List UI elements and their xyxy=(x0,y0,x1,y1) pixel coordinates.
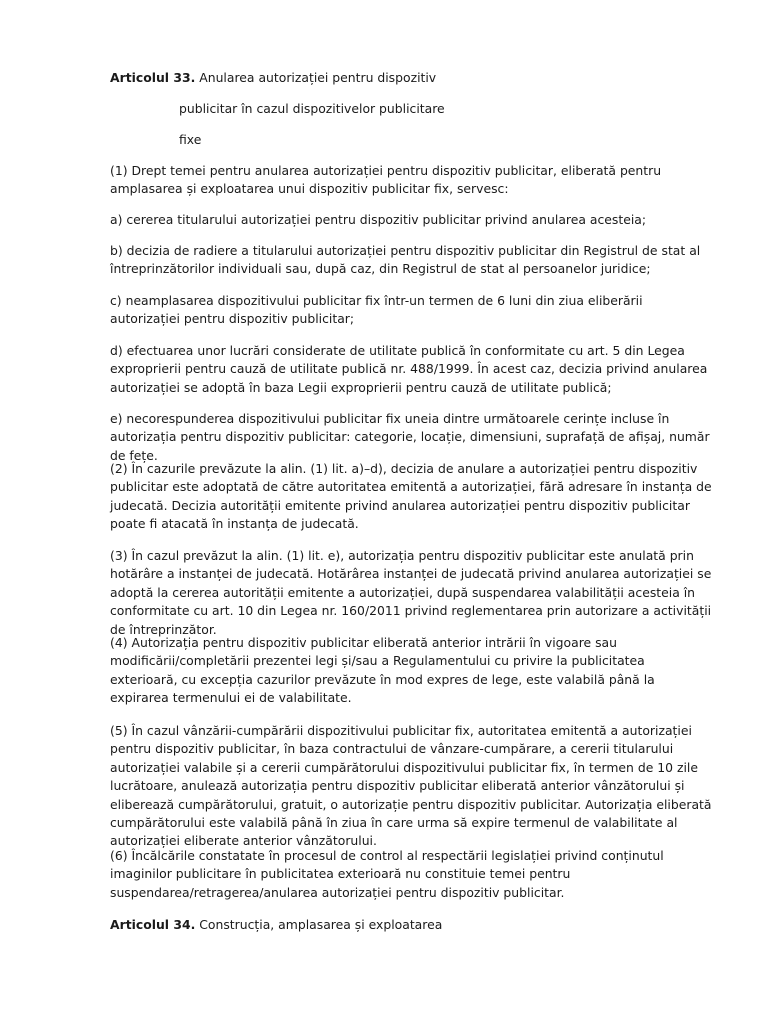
paragraph-1: (1) Drept temei pentru anularea autorizației pentru dispozitiv publicitar, eliberată pentru amplasarea și exploatarea unui dispozitiv publicitar fix, servesc: xyxy=(110,163,662,197)
paragraph-1a: a) cererea titularului autorizației pentru dispozitiv publicitar privind anularea acesteia; xyxy=(110,212,647,227)
paragraph-2: (2) În cazurile prevăzute la alin. (1) lit. a)–d), decizia de anulare a autorizației pentru dispozitiv publicitar este adoptată de către autoritatea emitentă a autorizației, fără adresare în instanța de judecată. Decizia autorității emitente privind anularea autorizației pentru dispozitiv publicitar poate fi atacată în instanța de judecată. xyxy=(110,461,712,532)
article-33-heading xyxy=(110,69,436,87)
article-33-label: Articolul 33. xyxy=(110,70,196,85)
paragraph-6: (6) Încălcările constatate în procesul de control al respectării legislației privind conținutul imaginilor publicitare în publicitatea exterioară nu constituie temei pentru suspendarea/retragerea/anularea autorizației pentru dispozitiv publicitar. xyxy=(110,848,664,900)
article-34-label: Articolul 34. xyxy=(110,917,196,932)
article-33-title-line-3: fixe xyxy=(179,132,202,147)
article-34-title: Construcția, amplasarea și exploatarea xyxy=(195,917,443,932)
paragraph-5: (5) În cazul vânzării-cumpărării dispozitivului publicitar fix, autoritatea emitentă a autorizației pentru dispozitiv publicitar, în baza contractului de vânzare-cumpărare, a cererii titularului autorizației valabile și a cererii cumpărătorului dispozitivului publicitar fix, în termen de 10 zile lucrătoare, anulează autorizația pentru dispozitiv publicitar eliberată anterior vânzătorului și eliberează cumpărătorului, gratuit, o autorizație pentru dispozitiv publicitar. Autorizația eliberată cumpărătorului este valabilă până în ziua în care urma să expire termenul de valabilitate al autorizației eliberate anterior vânzătorului. xyxy=(110,723,712,849)
article-34-heading xyxy=(110,916,442,934)
paragraph-4: (4) Autorizația pentru dispozitiv publicitar eliberată anterior intrării în vigoare sau modificării/completării prezentei legi și/sau a Regulamentului cu privire la publicitatea exterioară, cu excepția cazurilor prevăzute în mod expres de lege, este valabilă până la expirarea termenului ei de valabilitate. xyxy=(110,635,655,706)
article-33-title-line-2: publicitar în cazul dispozitivelor publicitare xyxy=(179,101,445,116)
paragraph-1e: e) necorespunderea dispozitivului publicitar fix uneia dintre următoarele cerințe incluse în autorizația pentru dispozitiv publicitar: categorie, locație, dimensiuni, suprafață de afișaj, număr de fețe. xyxy=(110,411,710,463)
paragraph-3: (3) În cazul prevăzut la alin. (1) lit. e), autorizația pentru dispozitiv publicitar este anulată prin hotărâre a instanței de judecată. Hotărârea instanței de judecată privind anularea autorizației se adoptă la cererea autorității emitente a autorizației, după suspendarea valabilității acesteia în conformitate cu art. 10 din Legea nr. 160/2011 privind reglementarea prin autorizare a activității de întreprinzător. xyxy=(110,548,712,637)
article-33-title-line-1: Anularea autorizației pentru dispozitiv xyxy=(195,70,437,85)
paragraph-1c: c) neamplasarea dispozitivului publicitar fix într-un termen de 6 luni din ziua eliberării autorizației pentru dispozitiv publicitar; xyxy=(110,293,643,327)
paragraph-1b: b) decizia de radiere a titularului autorizației pentru dispozitiv publicitar din Registrul de stat al întreprinzătorilor individuali sau, după caz, din Registrul de stat al persoanelor juridice; xyxy=(110,243,701,277)
paragraph-1d: d) efectuarea unor lucrări considerate de utilitate publică în conformitate cu art. 5 din Legea exproprierii pentru cauză de utilitate publică nr. 488/1999. În acest caz, decizia privind anularea autorizației se adoptă în baza Legii exproprierii pentru cauză de utilitate publică; xyxy=(110,343,708,395)
